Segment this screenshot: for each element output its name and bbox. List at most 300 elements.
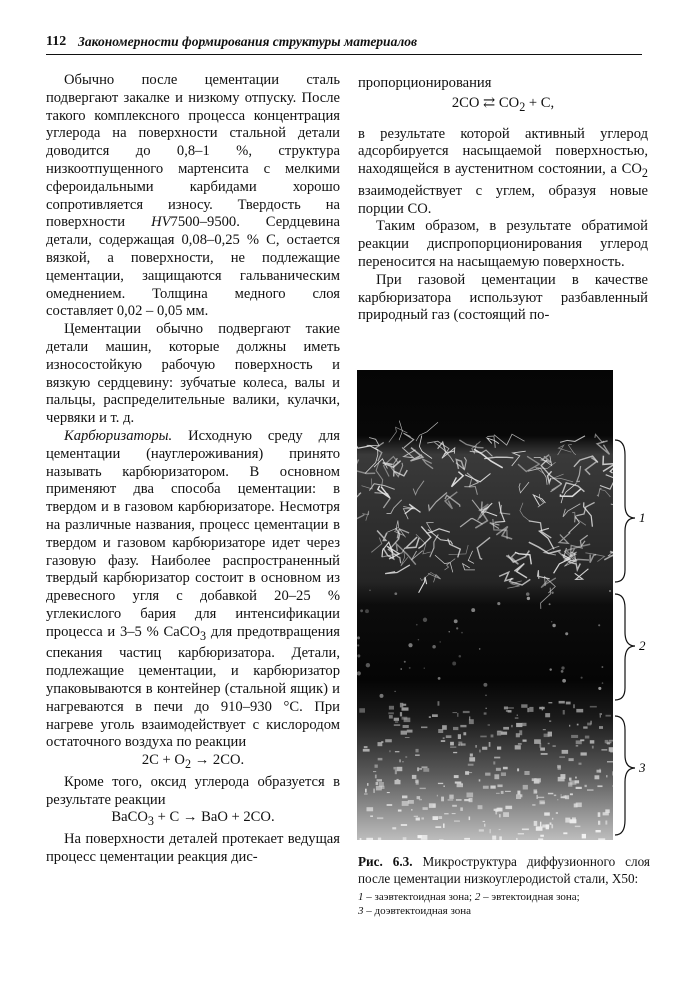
grain-texture: [360, 609, 363, 612]
paragraph-5: На поверхности деталей протекает ведущая процесс цементации реакция дис-: [46, 831, 340, 865]
grain-texture: [415, 780, 418, 784]
caption-legend: 1 – заэвтектоидная зона; 2 – эвтектоидная зона; 3 – доэвтектоидная зона: [358, 891, 580, 917]
grain-texture: [439, 641, 441, 643]
grain-texture: [602, 682, 604, 684]
grain-texture: [575, 826, 581, 827]
grain-texture: [475, 745, 477, 748]
zone-braces: [613, 370, 657, 840]
grain-texture: [598, 821, 600, 825]
paragraph-3: Карбюризаторы. Исходную среду для цементации (науглероживания) принято называть карбюризатором. В основном применяют два способа цементации: в твердом и в газовом карбюризаторе. Несмотря на различные названия, процесс цементации в твердом и газовом карбюризаторе идет через газовую фазу. Наиболее распространенный твердый карбюризатор состоит в основном из древесного угля с добавкой 20–25 % углекислого бария для интенсификации процесса и 3–5 % CaCO$_3$ для предотвращения спекания частиц карбюризатора. Детали, подлежащие цементации, и карбюризатор упаковываются в контейнер (стальной ящик) и нагреваются в печи до 910–930 °С. При нагреве уголь взаимодействует с кислородом остаточного воздуха по реакции: [46, 427, 340, 751]
grain-texture: [523, 785, 528, 790]
grain-texture: [499, 829, 501, 830]
grain-texture: [561, 795, 562, 796]
grain-texture: [542, 825, 549, 828]
grain-texture: [453, 752, 457, 753]
grain-texture: [456, 627, 458, 629]
grain-texture: [423, 768, 429, 772]
grain-texture: [465, 771, 469, 775]
grain-texture: [458, 734, 461, 739]
grain-texture: [443, 824, 445, 828]
grain-texture: [497, 731, 501, 736]
grain-texture: [545, 713, 550, 717]
figure-caption: [358, 854, 650, 918]
grain-texture: [520, 794, 522, 797]
grain-texture: [576, 740, 582, 744]
grain-texture: [402, 796, 407, 799]
grain-texture: [552, 624, 555, 627]
grain-texture: [540, 748, 545, 751]
grain-texture: [373, 789, 375, 793]
grain-texture: [469, 757, 475, 761]
grain-texture: [522, 829, 529, 831]
grain-texture: [494, 757, 500, 759]
grain-texture: [454, 619, 458, 623]
grain-texture: [461, 743, 466, 745]
grain-texture: [450, 742, 454, 746]
micrograph-image: [357, 370, 613, 840]
zone-label-3: 3: [639, 760, 646, 775]
zone-brace-2: [615, 594, 635, 700]
grain-texture: [418, 639, 419, 640]
grain-texture: [405, 737, 410, 738]
grain-texture: [459, 655, 462, 658]
grain-texture: [536, 826, 543, 830]
grain-texture: [571, 735, 578, 738]
grain-texture: [387, 804, 393, 806]
grain-texture: [394, 592, 397, 595]
grain-texture: [369, 589, 371, 591]
grain-texture: [443, 737, 445, 739]
grain-texture: [484, 824, 485, 827]
grain-texture: [582, 834, 586, 839]
grain-texture: [408, 643, 412, 647]
grain-texture: [496, 793, 500, 794]
grain-texture: [453, 727, 458, 730]
grain-texture: [405, 757, 407, 758]
right-column: [358, 75, 648, 325]
grain-texture: [455, 782, 462, 784]
grain-texture: [569, 725, 570, 727]
zone-brace-3: [615, 716, 635, 835]
grain-texture: [576, 745, 579, 747]
figure-6-3: [357, 370, 657, 840]
grain-texture: [493, 761, 495, 764]
grain-texture: [423, 807, 428, 810]
grain-texture: [389, 715, 393, 719]
grain-texture: [397, 779, 399, 780]
grain-texture: [422, 766, 428, 768]
grain-texture: [559, 701, 565, 704]
grain-texture: [562, 750, 569, 754]
grain-texture: [367, 783, 369, 786]
paragraph-r4: При газовой цементации в качестве карбюризатора используют разбавленный природный газ (состоящий по-: [358, 271, 648, 324]
grain-texture: [402, 801, 409, 806]
grain-texture: [471, 608, 475, 612]
grain-texture: [467, 793, 474, 798]
grain-texture: [360, 838, 362, 840]
grain-texture: [438, 677, 441, 680]
grain-texture: [534, 821, 538, 826]
grain-texture: [549, 668, 551, 670]
grain-texture: [378, 758, 383, 761]
grain-texture: [415, 754, 420, 756]
grain-texture: [395, 780, 401, 784]
grain-texture: [432, 714, 438, 717]
grain-texture: [563, 832, 567, 834]
grain-texture: [598, 624, 600, 626]
grain-texture: [488, 724, 490, 725]
grain-texture: [408, 800, 414, 804]
grain-texture: [480, 736, 486, 738]
grain-texture: [365, 609, 369, 613]
grain-texture: [452, 805, 457, 807]
grain-texture: [392, 827, 396, 829]
grain-texture: [456, 799, 462, 801]
zone-label-1: 1: [639, 510, 646, 525]
grain-texture: [359, 708, 365, 713]
grain-texture: [606, 715, 611, 717]
grain-texture: [581, 752, 587, 755]
grain-texture: [448, 799, 454, 800]
grain-texture: [479, 750, 480, 753]
grain-texture: [541, 753, 548, 755]
grain-texture: [367, 807, 374, 811]
grain-texture: [389, 706, 394, 710]
grain-texture: [438, 783, 443, 784]
grain-texture: [491, 735, 494, 738]
grain-texture: [377, 779, 382, 781]
grain-texture: [592, 746, 594, 749]
grain-texture: [558, 766, 561, 770]
grain-texture: [596, 830, 601, 832]
grain-texture: [482, 747, 487, 750]
grain-texture: [485, 773, 490, 776]
grain-texture: [518, 743, 522, 744]
grain-texture: [366, 838, 373, 840]
page-header: [46, 30, 642, 56]
grain-texture: [412, 775, 417, 779]
grain-texture: [551, 592, 553, 594]
grain-texture: [381, 741, 383, 743]
grain-texture: [395, 751, 400, 752]
grain-texture: [438, 701, 440, 706]
grain-texture: [461, 632, 463, 634]
grain-texture: [394, 724, 400, 726]
grain-texture: [432, 645, 436, 649]
grain-texture: [561, 666, 564, 669]
grain-texture: [411, 809, 412, 810]
grain-texture: [378, 838, 381, 840]
grain-texture: [494, 809, 496, 811]
grain-texture: [364, 746, 368, 748]
grain-texture: [357, 644, 359, 646]
grain-texture: [560, 774, 565, 779]
grain-texture: [395, 770, 397, 775]
page-number: 112: [46, 34, 67, 49]
grain-texture: [489, 742, 491, 747]
grain-texture: [376, 786, 382, 791]
grain-texture: [565, 632, 568, 635]
grain-texture: [457, 713, 458, 717]
grain-texture: [595, 775, 600, 779]
grain-texture: [401, 731, 407, 735]
grain-texture: [377, 817, 383, 819]
grain-texture: [565, 818, 570, 823]
grain-texture: [573, 704, 575, 708]
grain-texture: [504, 707, 508, 710]
grain-texture: [407, 730, 413, 733]
grain-texture: [587, 789, 594, 791]
grain-texture: [508, 707, 514, 708]
grain-texture: [485, 708, 487, 709]
grain-texture: [527, 597, 530, 600]
grain-texture: [598, 838, 605, 840]
grain-texture: [503, 812, 509, 817]
grain-texture: [511, 725, 512, 727]
grain-texture: [599, 726, 603, 729]
grain-texture: [543, 729, 546, 730]
grain-texture: [419, 799, 422, 800]
grain-texture: [557, 799, 558, 800]
grain-texture: [496, 768, 501, 771]
grain-texture: [559, 757, 565, 758]
grain-texture: [490, 786, 495, 789]
header-rule: [46, 54, 642, 55]
grain-texture: [598, 687, 601, 690]
grain-texture: [483, 821, 485, 822]
grain-texture: [539, 743, 541, 748]
grain-texture: [433, 816, 439, 820]
grain-texture: [370, 816, 373, 817]
grain-texture: [497, 602, 500, 605]
grain-texture: [518, 833, 524, 834]
grain-texture: [532, 804, 535, 806]
grain-texture: [400, 668, 402, 670]
grain-texture: [609, 590, 611, 592]
grain-texture: [404, 661, 406, 663]
grain-texture: [516, 733, 520, 737]
grain-texture: [516, 723, 522, 727]
grain-texture: [599, 769, 600, 773]
grain-texture: [544, 812, 550, 815]
grain-texture: [605, 821, 607, 825]
grain-texture: [585, 736, 589, 739]
grain-texture: [539, 800, 544, 804]
grain-texture: [590, 740, 595, 743]
grain-texture: [449, 795, 453, 799]
grain-texture: [576, 709, 583, 713]
grain-texture: [492, 836, 496, 840]
grain-texture: [404, 718, 411, 723]
grain-texture: [534, 789, 538, 793]
grain-texture: [439, 839, 444, 840]
grain-texture: [503, 727, 509, 730]
grain-texture: [575, 777, 577, 779]
grain-texture: [505, 791, 511, 792]
grain-texture: [402, 704, 406, 706]
grain-texture: [501, 791, 504, 794]
grain-texture: [423, 618, 427, 622]
grain-texture: [554, 795, 556, 797]
grain-texture: [561, 796, 567, 798]
grain-texture: [562, 679, 566, 683]
zone-brace-1: [615, 440, 635, 582]
zone-label-2: 2: [639, 638, 646, 653]
grain-texture: [597, 785, 602, 787]
grain-texture: [375, 765, 378, 768]
grain-texture: [460, 807, 463, 811]
grain-texture: [549, 603, 551, 605]
grain-texture: [497, 808, 502, 812]
grain-texture: [421, 727, 427, 729]
grain-texture: [537, 797, 544, 798]
grain-texture: [470, 754, 473, 757]
grain-texture: [605, 809, 609, 813]
grain-texture: [549, 721, 551, 722]
paragraph-1: Обычно после цементации сталь подвергают закалке и низкому отпуску. После такого комплексного процесса концентрация углерода на поверхности стальной детали доводится до 0,8–1 %, структура низкоотпущенного мартенсита с мелкими сфероидальными карбидами хорошо сопротивляется износу. Твердость на поверхности HV7500–9500. Сердцевина детали, содержащая 0,08–0,25 % С, остается вязкой, а поверхности, не подлежащие цементации, защищаются гальваническим омеднением. Толщина медного слоя составляет 0,02 – 0,05 мм.: [46, 72, 340, 320]
grain-texture: [568, 782, 572, 786]
grain-texture: [464, 838, 470, 840]
grain-texture: [376, 782, 379, 785]
grain-texture: [442, 725, 447, 730]
grain-texture: [441, 740, 445, 742]
grain-texture: [387, 792, 390, 793]
grain-texture: [429, 803, 436, 808]
grain-texture: [380, 694, 384, 698]
grain-texture: [452, 662, 456, 666]
grain-texture: [606, 775, 607, 777]
grain-texture: [490, 829, 491, 833]
grain-texture: [561, 670, 564, 673]
grain-texture: [501, 772, 506, 776]
grain-texture: [540, 822, 541, 827]
grain-texture: [400, 712, 402, 716]
grain-texture: [363, 749, 370, 752]
grain-texture: [552, 818, 553, 820]
grain-texture: [417, 796, 421, 799]
grain-texture: [402, 761, 404, 762]
equation-3: 2CO ⇄ $CO_2 + C$,: [451, 94, 555, 114]
grain-texture: [505, 806, 512, 809]
hardness-symbol: HV: [151, 214, 171, 231]
grain-texture: [548, 702, 552, 703]
grain-texture: [517, 715, 518, 716]
grain-texture: [526, 592, 530, 596]
grain-texture: [551, 621, 552, 622]
grain-texture: [534, 779, 540, 783]
grain-texture: [463, 732, 466, 735]
grain-texture: [403, 725, 409, 728]
grain-texture: [484, 712, 487, 714]
grain-texture: [441, 797, 444, 802]
grain-texture: [550, 823, 552, 825]
grain-texture: [397, 767, 403, 771]
grain-texture: [444, 786, 445, 788]
grain-texture: [366, 663, 370, 667]
grain-texture: [463, 711, 470, 713]
grain-texture: [569, 758, 574, 761]
paragraph-2: Цементации обычно подвергают такие детали машин, которые должны иметь износостойкую рабочую поверхность и вязкую сердцевину: зубчатые колеса, валы и пальцы, распределительные валики, кулачки, червяки и т. д.: [46, 321, 340, 427]
grain-texture: [357, 654, 360, 657]
grain-texture: [479, 648, 481, 650]
grain-texture: [516, 838, 518, 840]
grain-texture: [569, 778, 572, 781]
grain-texture: [587, 723, 591, 726]
grain-texture: [601, 749, 607, 750]
grain-texture: [449, 631, 450, 632]
grain-texture: [398, 810, 402, 812]
grain-texture: [446, 735, 452, 738]
grain-texture: [515, 745, 521, 749]
grain-texture: [556, 812, 558, 814]
grain-texture: [389, 750, 390, 752]
grain-texture: [527, 708, 529, 712]
grain-texture: [497, 747, 501, 750]
grain-texture: [503, 767, 508, 770]
grain-texture: [469, 817, 471, 821]
grain-texture: [399, 759, 400, 762]
left-column: [46, 72, 340, 867]
grain-texture: [479, 779, 481, 781]
grain-texture: [393, 767, 396, 770]
grain-texture: [429, 716, 431, 718]
grain-texture: [364, 793, 368, 794]
grain-texture: [519, 730, 522, 735]
paragraph-r3: Таким образом, в результате обратимой реакции диспропорционирования углерод переносится на насыщаемую поверхность.: [358, 218, 648, 270]
grain-texture: [499, 814, 501, 817]
grain-texture: [598, 812, 601, 817]
grain-texture: [517, 791, 520, 795]
grain-texture: [452, 813, 456, 814]
grain-texture: [375, 775, 377, 779]
grain-texture: [574, 804, 578, 808]
grain-texture: [494, 774, 499, 779]
grain-texture: [508, 710, 512, 712]
grain-texture: [453, 712, 458, 713]
grain-texture: [515, 717, 519, 718]
paragraph-r2: в результате которой активный углерод адсорбируется насыщаемой поверхностью, находящейся в аустенитном состоянии, а $CO_2$ взаимодействует с углем, образуя новые порции СО.: [358, 125, 648, 217]
grain-texture: [444, 813, 448, 814]
grain-texture: [522, 723, 527, 726]
grain-texture: [365, 789, 367, 793]
grain-texture: [576, 787, 582, 789]
grain-texture: [605, 740, 609, 743]
grain-texture: [485, 694, 487, 696]
grain-texture: [468, 764, 474, 766]
grain-texture: [402, 707, 409, 710]
grain-texture: [523, 740, 527, 742]
grain-texture: [478, 805, 483, 809]
grain-texture: [579, 763, 582, 765]
grain-texture: [539, 707, 545, 709]
grain-texture: [501, 732, 507, 735]
grain-texture: [435, 826, 441, 827]
grain-texture: [409, 667, 411, 669]
grain-texture: [437, 795, 438, 797]
grain-texture: [421, 835, 428, 840]
grain-texture: [517, 768, 519, 771]
caption-label: Рис. 6.3.: [358, 854, 413, 869]
grain-texture: [373, 771, 376, 772]
grain-texture: [499, 836, 502, 840]
grain-texture: [570, 793, 573, 795]
grain-texture: [548, 793, 553, 795]
grain-texture: [590, 706, 597, 708]
grain-texture: [416, 624, 418, 626]
running-title: Закономерности формирования структуры материалов: [78, 34, 418, 49]
grain-texture: [388, 712, 394, 714]
grain-texture: [416, 818, 420, 821]
